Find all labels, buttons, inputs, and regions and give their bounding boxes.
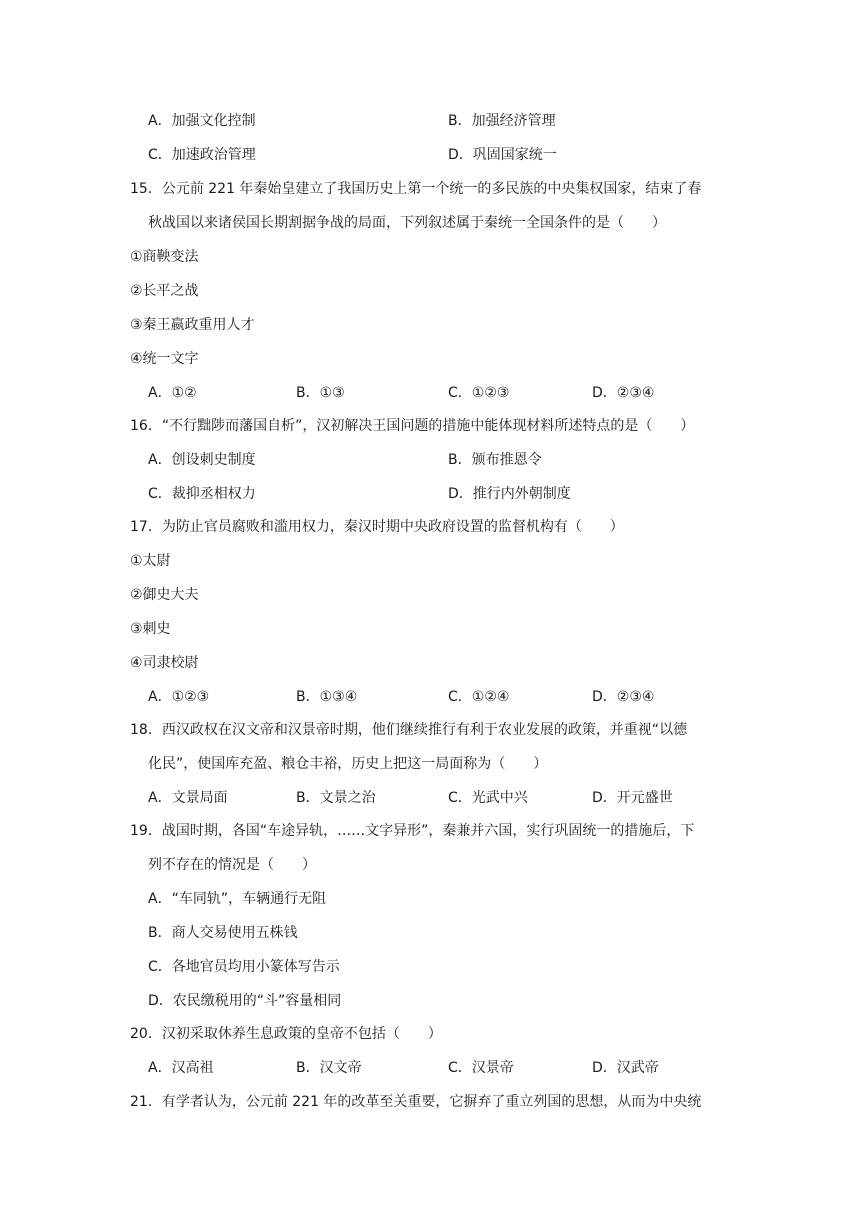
q18-stem-line1: 18．西汉政权在汉文帝和汉景帝时期，他们继续推行有利于农业发展的政策，并重视“以德 bbox=[130, 722, 688, 738]
q19-stem-line1: 19．战国时期，各国“车途异轨，……文字异形”，秦兼并六国，实行巩固统一的措施后，下 bbox=[130, 823, 695, 839]
q20-stem-line1: 20．汉初采取休养生息政策的皇帝不包括（ ） bbox=[130, 1026, 442, 1042]
q17-option-a: A．①②③ bbox=[148, 689, 210, 705]
q17-item-4: ④司隶校尉 bbox=[130, 655, 199, 671]
q15-item-4: ④统一文字 bbox=[130, 351, 199, 367]
q15-option-c: C．①②③ bbox=[448, 385, 510, 401]
q20-option-c: C．汉景帝 bbox=[448, 1060, 514, 1076]
q19-stem-line2: 列不存在的情况是（ ） bbox=[148, 857, 316, 873]
q14-option-b: B．加强经济管理 bbox=[448, 113, 556, 129]
q14-option-c: C．加速政治管理 bbox=[148, 147, 256, 163]
q17-item-1: ①太尉 bbox=[130, 553, 171, 569]
q15-item-1: ①商鞅变法 bbox=[130, 249, 199, 265]
q19-option-c: C．各地官员均用小篆体写告示 bbox=[148, 959, 340, 975]
q15-item-3: ③秦王嬴政重用人才 bbox=[130, 317, 255, 333]
q15-item-2: ②长平之战 bbox=[130, 283, 199, 299]
q16-option-a: A．创设刺史制度 bbox=[148, 452, 256, 468]
q16-stem-line1: 16．“不行黜陟而藩国自析”，汉初解决王国问题的措施中能体现材料所述特点的是（ ） bbox=[130, 418, 695, 434]
q20-option-d: D．汉武帝 bbox=[592, 1060, 659, 1076]
q19-option-a: A．“车同轨”，车辆通行无阻 bbox=[148, 891, 327, 907]
q15-option-a: A．①② bbox=[148, 385, 197, 401]
q18-option-b: B．文景之治 bbox=[296, 790, 376, 806]
q19-option-d: D．农民缴税用的“斗”容量相同 bbox=[148, 993, 342, 1009]
q15-stem-line1: 15．公元前 221 年秦始皇建立了我国历史上第一个统一的多民族的中央集权国家，结束了春 bbox=[130, 181, 702, 197]
q16-option-d: D．推行内外朝制度 bbox=[448, 486, 571, 502]
q18-option-d: D．开元盛世 bbox=[592, 790, 673, 806]
q21-stem-line1: 21．有学者认为，公元前 221 年的改革至关重要，它摒弃了重立列国的思想，从而为中央统 bbox=[130, 1094, 702, 1110]
q20-option-a: A．汉高祖 bbox=[148, 1060, 214, 1076]
q17-option-c: C．①②④ bbox=[448, 689, 510, 705]
q18-option-c: C．光武中兴 bbox=[448, 790, 528, 806]
q15-stem-line2: 秋战国以来诸侯国长期割据争战的局面，下列叙述属于秦统一全国条件的是（ ） bbox=[148, 215, 666, 231]
q14-option-d: D．巩固国家统一 bbox=[448, 147, 557, 163]
q17-option-b: B．①③④ bbox=[296, 689, 358, 705]
q16-option-b: B．颁布推恩令 bbox=[448, 452, 542, 468]
q17-stem-line1: 17．为防止官员腐败和滥用权力，秦汉时期中央政府设置的监督机构有（ ） bbox=[130, 519, 624, 535]
q15-option-b: B．①③ bbox=[296, 385, 345, 401]
q14-option-a: A．加强文化控制 bbox=[148, 113, 256, 129]
q20-option-b: B．汉文帝 bbox=[296, 1060, 362, 1076]
q17-option-d: D．②③④ bbox=[592, 689, 655, 705]
q16-option-c: C．裁抑丞相权力 bbox=[148, 486, 256, 502]
q19-option-b: B．商人交易使用五株钱 bbox=[148, 925, 298, 941]
q15-option-d: D．②③④ bbox=[592, 385, 655, 401]
q17-item-2: ②御史大夫 bbox=[130, 587, 199, 603]
q17-item-3: ③刺史 bbox=[130, 621, 171, 637]
q18-option-a: A．文景局面 bbox=[148, 790, 228, 806]
q18-stem-line2: 化民”，使国库充盈、粮仓丰裕，历史上把这一局面称为（ ） bbox=[148, 756, 548, 772]
